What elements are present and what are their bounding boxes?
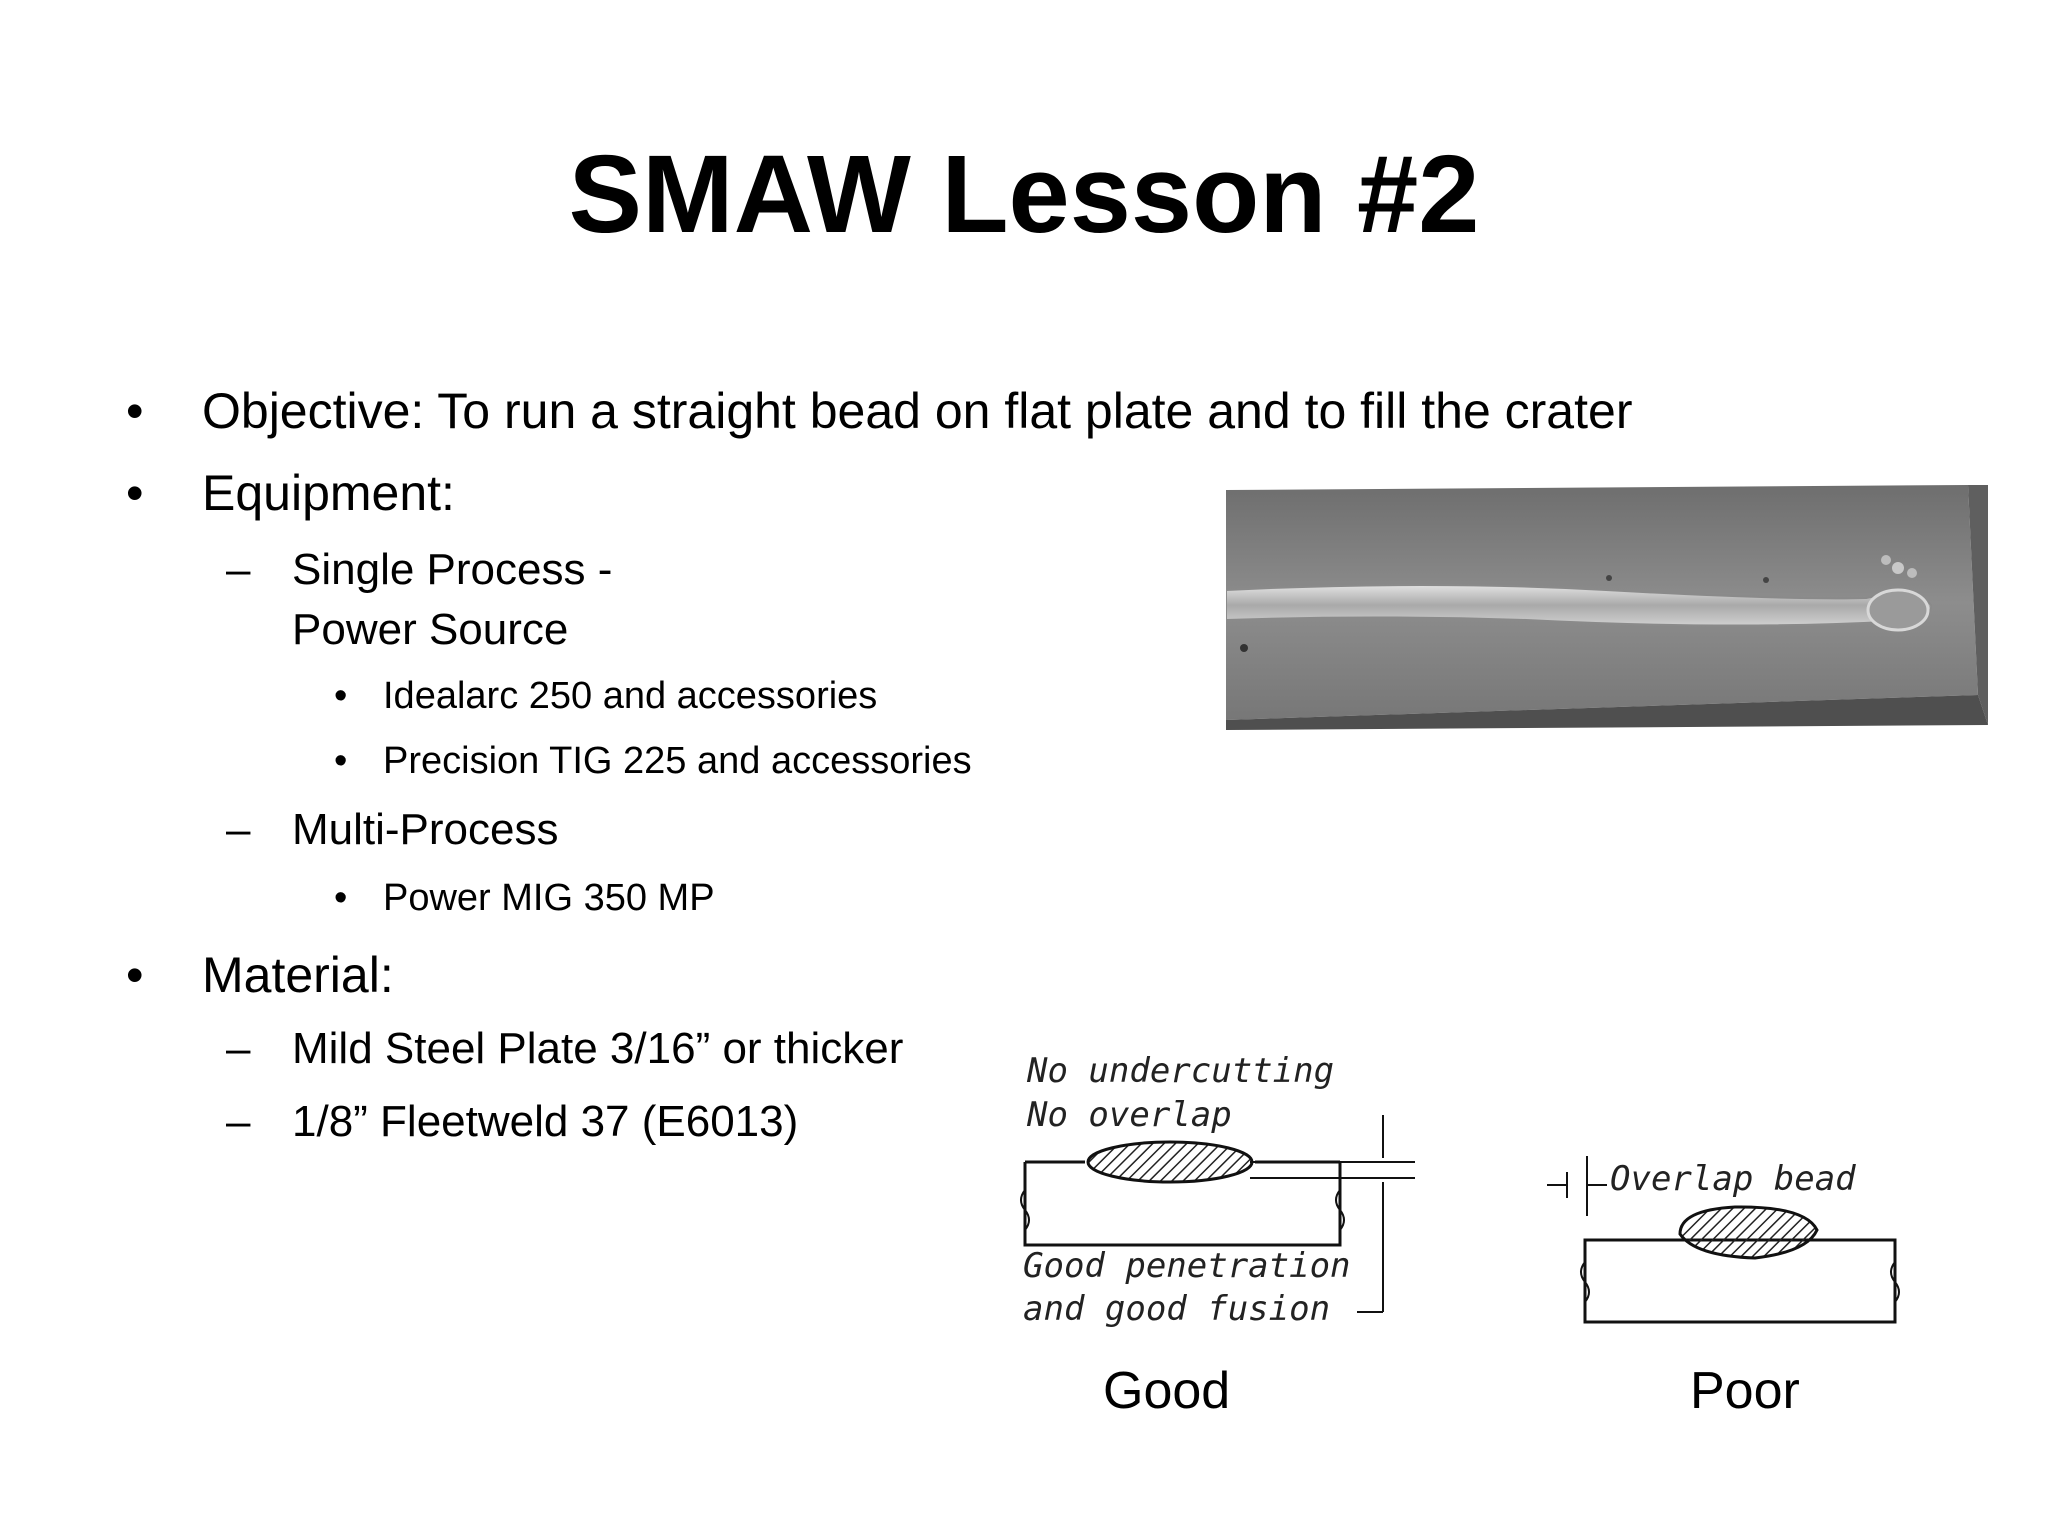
bullet-equipment: Equipment: [202, 465, 455, 521]
subitem-multi-process: Multi-Process [292, 805, 559, 854]
dash-marker: – [226, 545, 251, 594]
bullet-marker: • [334, 675, 348, 717]
dash-marker: – [226, 1097, 251, 1146]
subitem-single-process: Single Process - [292, 545, 613, 594]
diagram-note: No overlap [1027, 1095, 1232, 1135]
bullet-marker: • [334, 740, 348, 782]
diagram-note: and good fusion [1023, 1289, 1331, 1329]
subsubitem-idealarc: Idealarc 250 and accessories [383, 675, 878, 717]
subitem-mild-steel: Mild Steel Plate 3/16” or thicker [292, 1024, 904, 1073]
diagram-note: Good penetration [1023, 1246, 1351, 1286]
caption-good: Good [1103, 1362, 1231, 1420]
weld-bead-photo [1226, 480, 1988, 730]
diagram-note: No undercutting [1027, 1051, 1335, 1091]
subsubitem-power-mig: Power MIG 350 MP [383, 877, 715, 919]
slide-title: SMAW Lesson #2 [568, 133, 1480, 256]
subitem-power-source: Power Source [292, 605, 569, 654]
diagram-note: Overlap bead [1610, 1159, 1856, 1199]
bullet-marker: • [126, 465, 144, 521]
caption-poor: Poor [1690, 1362, 1800, 1420]
dash-marker: – [226, 1024, 251, 1073]
weld-quality-diagram [995, 1040, 1995, 1360]
bullet-marker: • [334, 877, 348, 919]
bullet-marker: • [126, 383, 144, 439]
bullet-material: Material: [202, 947, 394, 1003]
subsubitem-precision-tig: Precision TIG 225 and accessories [383, 740, 972, 782]
dash-marker: – [226, 805, 251, 854]
bullet-objective: Objective: To run a straight bead on flat plate and to fill the crater [202, 383, 1633, 439]
subitem-fleetweld: 1/8” Fleetweld 37 (E6013) [292, 1097, 799, 1146]
bullet-marker: • [126, 947, 144, 1003]
